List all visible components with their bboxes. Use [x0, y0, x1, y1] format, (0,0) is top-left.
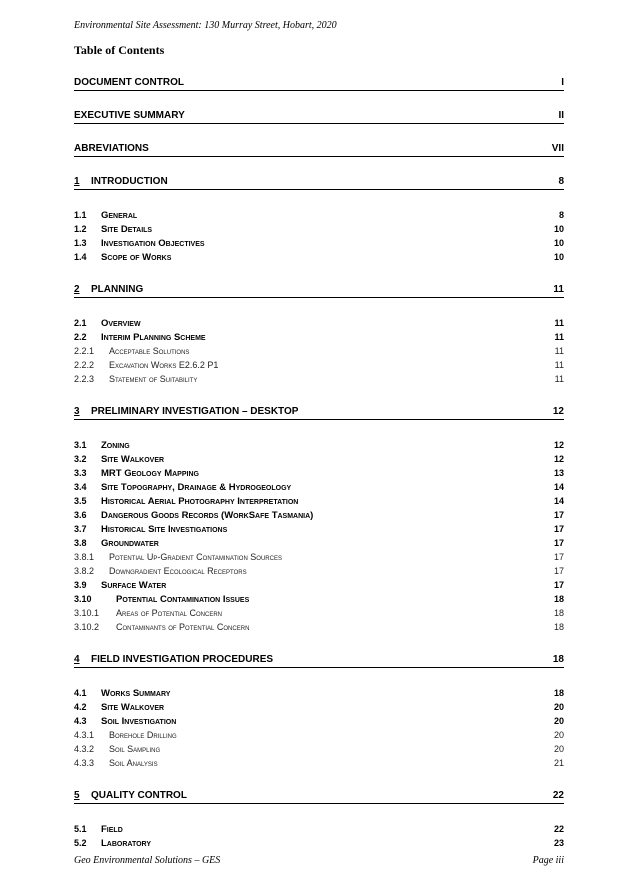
toc-entry-title: [74, 715, 544, 728]
toc-entry-label: Surface Water: [101, 580, 167, 591]
toc-entry[interactable]: [74, 551, 564, 563]
toc-entry-page: 20: [553, 702, 564, 712]
toc-entry[interactable]: [74, 743, 564, 755]
toc-entry[interactable]: [74, 837, 564, 850]
toc-entry-page: 20: [553, 730, 564, 740]
toc-entry[interactable]: [74, 654, 564, 668]
toc-entry-number: 3.7: [74, 524, 87, 534]
toc-entry-number: 3.8.2: [74, 566, 95, 576]
toc-entry-label: Excavation Works E2.6.2 P1: [109, 360, 219, 370]
toc-entry-number: 4.3.2: [74, 744, 95, 754]
toc-entry[interactable]: [74, 757, 564, 769]
toc-entry-label: Historical Site Investigations: [101, 524, 228, 535]
toc-entry-title: [74, 687, 544, 700]
toc-entry-page: 8: [558, 176, 564, 187]
toc-entry[interactable]: [74, 373, 564, 385]
toc-entry-title: [74, 537, 544, 550]
toc-entry-label: Potential Up-Gradient Contamination Sources: [109, 552, 282, 562]
toc-entry-number: 3.3: [74, 468, 87, 478]
toc-entry-page: 17: [553, 524, 564, 534]
toc-entry-number: 4.3.1: [74, 730, 95, 740]
toc-entry-label: Groundwater: [101, 538, 159, 549]
toc-entry-title: [74, 551, 544, 563]
toc-entry[interactable]: [74, 143, 564, 157]
toc-entry-number: 4: [74, 654, 80, 665]
toc-entry-page: 20: [553, 744, 564, 754]
toc-entry-number: 3.10.1: [74, 608, 100, 618]
toc-entry-title: [74, 77, 544, 89]
toc-entry[interactable]: [74, 77, 564, 91]
toc-entry-number: 2: [74, 284, 80, 295]
toc-entry-label: Potential Contamination Issues: [116, 594, 250, 605]
toc-entry-title: [74, 453, 544, 466]
toc-entry-label: Historical Aerial Photography Interpretation: [101, 496, 299, 507]
toc-entry-title: [74, 209, 544, 222]
toc-entry[interactable]: [74, 467, 564, 480]
toc-entry-number: 3: [74, 406, 80, 417]
page-header: Environmental Site Assessment: 130 Murray Street, Hobart, 2020: [74, 20, 337, 31]
toc-entry[interactable]: [74, 701, 564, 714]
toc-entry-label: Overview: [101, 318, 141, 329]
toc-entry-label: ABREVIATIONS: [74, 143, 149, 154]
toc-title: Table of Contents: [74, 43, 165, 57]
toc-entry-label: Site Walkover: [101, 454, 165, 465]
toc-entry-title: [74, 467, 544, 480]
toc-entry[interactable]: [74, 593, 564, 606]
toc-entry-title: [74, 593, 544, 606]
toc-entry-number: 4.3.3: [74, 758, 95, 768]
toc-entry[interactable]: [74, 406, 564, 420]
toc-entry[interactable]: [74, 284, 564, 298]
toc-entry-number: 3.10.2: [74, 622, 100, 632]
toc-entry-title: [74, 654, 544, 666]
toc-entry-page: 14: [553, 482, 564, 492]
toc-entry-number: 3.8: [74, 538, 87, 548]
toc-entry-title: [74, 495, 544, 508]
toc-entry-page: 12: [553, 454, 564, 464]
toc-entry-page: I: [561, 77, 564, 88]
toc-entry-label: Zoning: [101, 440, 130, 451]
toc-entry-title: [74, 284, 544, 296]
toc-entry-title: [74, 509, 544, 522]
toc-entry-page: 18: [552, 654, 564, 665]
toc-entry[interactable]: [74, 359, 564, 371]
toc-entry-label: Soil Sampling: [109, 744, 161, 754]
toc-entry-page: 21: [553, 758, 564, 768]
footer-page-number: Page iii: [532, 855, 564, 866]
toc-entry-label: EXECUTIVE SUMMARY: [74, 110, 185, 121]
toc-entry-number: 3.9: [74, 580, 87, 590]
toc-entry[interactable]: [74, 176, 564, 190]
toc-entry-label: Areas of Potential Concern: [116, 608, 223, 618]
toc-entry-title: [74, 110, 544, 122]
toc-entry-title: [74, 143, 544, 155]
toc-entry[interactable]: [74, 715, 564, 728]
toc-entry-page: 11: [553, 284, 564, 295]
toc-entry-label: Statement of Suitability: [109, 374, 198, 384]
toc-entry-page: 11: [554, 346, 564, 356]
toc-entry[interactable]: [74, 251, 564, 264]
toc-entry-number: 1.3: [74, 238, 87, 248]
toc-entry-label: FIELD INVESTIGATION PROCEDURES: [91, 654, 274, 665]
toc-entry-number: 3.4: [74, 482, 87, 492]
toc-entry-page: 10: [553, 252, 564, 262]
toc-entry-title: [74, 481, 544, 494]
toc-entry-title: [74, 837, 544, 850]
toc-entry-number: 2.1: [74, 318, 87, 328]
toc-entry-title: [74, 331, 544, 344]
toc-entry-label: Soil Analysis: [109, 758, 158, 768]
toc-entry-number: 5.1: [74, 824, 87, 834]
toc-entry[interactable]: [74, 345, 564, 357]
toc-entry[interactable]: [74, 317, 564, 330]
toc-entry[interactable]: [74, 331, 564, 344]
toc-entry-page: 11: [554, 374, 564, 384]
toc-entry-number: 5.2: [74, 838, 87, 848]
toc-entry-page: 22: [552, 790, 564, 801]
toc-entry-number: 1.2: [74, 224, 87, 234]
toc-entry-label: DOCUMENT CONTROL: [74, 77, 184, 88]
toc-entry-page: 11: [554, 318, 564, 328]
toc-entry[interactable]: [74, 579, 564, 592]
toc-entry-label: Borehole Drilling: [109, 730, 177, 740]
toc-entry-page: 12: [553, 440, 564, 450]
toc-entry-page: 17: [553, 552, 564, 562]
toc-entry-label: Laboratory: [101, 838, 152, 849]
toc-entry-label: Interim Planning Scheme: [101, 332, 206, 343]
toc-entry-label: Downgradient Ecological Receptors: [109, 566, 247, 576]
toc-entry-label: Dangerous Goods Records (WorkSafe Tasmania): [101, 510, 314, 521]
toc-entry-number: 3.8.1: [74, 552, 95, 562]
toc-entry-title: [74, 579, 544, 592]
toc-entry-title: [74, 345, 544, 357]
toc-entry-label: General: [101, 210, 138, 221]
toc-entry-page: 11: [554, 360, 564, 370]
toc-entry-number: 4.3: [74, 716, 87, 726]
toc-entry-number: 1.4: [74, 252, 87, 262]
toc-entry-number: 5: [74, 790, 80, 801]
toc-entry[interactable]: [74, 621, 564, 633]
toc-entry-page: 12: [552, 406, 564, 417]
toc-entry-number: 3.1: [74, 440, 87, 450]
toc-entry-title: [74, 223, 544, 236]
toc-entry-label: INTRODUCTION: [91, 176, 168, 187]
toc-entry-title: [74, 790, 544, 802]
toc-entry-page: 8: [558, 210, 564, 220]
toc-entry-label: Contaminants of Potential Concern: [116, 622, 250, 632]
toc-entry-page: 22: [553, 824, 564, 834]
toc-entry-number: 4.1: [74, 688, 87, 698]
toc-entry-page: 14: [553, 496, 564, 506]
toc-entry-title: [74, 757, 544, 769]
toc-entry[interactable]: [74, 237, 564, 250]
toc-entry[interactable]: [74, 509, 564, 522]
toc-entry-title: [74, 406, 544, 418]
toc-entry-title: [74, 523, 544, 536]
toc-entry-title: [74, 317, 544, 330]
toc-entry[interactable]: [74, 523, 564, 536]
toc-entry-title: [74, 359, 544, 371]
toc-entry[interactable]: [74, 453, 564, 466]
toc-entry-title: [74, 823, 544, 836]
toc-entry[interactable]: [74, 607, 564, 619]
toc-entry-label: MRT Geology Mapping: [101, 468, 199, 479]
toc-entry-page: 18: [553, 688, 564, 698]
toc-entry[interactable]: [74, 790, 564, 804]
toc-entry[interactable]: [74, 439, 564, 452]
toc-entry-label: Investigation Objectives: [101, 238, 205, 249]
toc-entry-page: 10: [553, 238, 564, 248]
toc-entry-number: 3.5: [74, 496, 87, 506]
toc-entry-page: 17: [553, 538, 564, 548]
toc-entry[interactable]: [74, 687, 564, 700]
toc-entry-page: 17: [553, 510, 564, 520]
toc-entry-page: 17: [553, 566, 564, 576]
toc-entry-page: 18: [553, 622, 564, 632]
toc-entry-title: [74, 565, 544, 577]
toc-entry[interactable]: [74, 537, 564, 550]
toc-entry[interactable]: [74, 223, 564, 236]
toc-entry-page: 18: [553, 608, 564, 618]
toc-entry-page: 23: [553, 838, 564, 848]
toc-entry-label: Acceptable Solutions: [109, 346, 190, 356]
toc-entry[interactable]: [74, 481, 564, 494]
toc-entry[interactable]: [74, 110, 564, 124]
toc-entry[interactable]: [74, 823, 564, 836]
toc-entry-label: Site Details: [101, 224, 153, 235]
toc-entry-page: 20: [553, 716, 564, 726]
toc-entry-number: 1: [74, 176, 80, 187]
toc-entry-label: PRELIMINARY INVESTIGATION – DESKTOP: [91, 406, 299, 417]
toc-entry-title: [74, 251, 544, 264]
toc-entry-label: PLANNING: [91, 284, 144, 295]
toc-entry-page: 18: [553, 594, 564, 604]
toc-entry-number: 2.2.3: [74, 374, 95, 384]
toc-entry-title: [74, 729, 544, 741]
toc-entry[interactable]: [74, 565, 564, 577]
toc-entry-page: 13: [553, 468, 564, 478]
toc-entry-label: Field: [101, 824, 123, 835]
toc-entry-title: [74, 607, 544, 619]
toc-entry-title: [74, 176, 544, 188]
toc-entry-label: Site Topography, Drainage & Hydrogeology: [101, 482, 292, 493]
toc-entry-page: 17: [553, 580, 564, 590]
toc-entry-label: Works Summary: [101, 688, 171, 699]
toc-entry-number: 3.2: [74, 454, 87, 464]
toc-entry-page: VII: [551, 143, 564, 154]
toc-entry-page: 11: [554, 332, 564, 342]
toc-entry-title: [74, 373, 544, 385]
toc-entry-title: [74, 701, 544, 714]
toc-entry-title: [74, 439, 544, 452]
toc-entry[interactable]: [74, 729, 564, 741]
toc-entry-number: 4.2: [74, 702, 87, 712]
toc-entry-page: 10: [553, 224, 564, 234]
toc-entry-title: [74, 237, 544, 250]
footer-left: Geo Environmental Solutions – GES: [74, 855, 221, 866]
toc-entry-number: 1.1: [74, 210, 87, 220]
toc-entry-number: 2.2: [74, 332, 87, 342]
toc-entry-title: [74, 621, 544, 633]
toc-entry-number: 2.2.2: [74, 360, 95, 370]
toc-entry-title: [74, 743, 544, 755]
toc-entry-label: Site Walkover: [101, 702, 165, 713]
toc-entry-number: 3.10: [74, 594, 92, 604]
toc-entry-number: 2.2.1: [74, 346, 95, 356]
toc-entry[interactable]: [74, 209, 564, 222]
toc-entry[interactable]: [74, 495, 564, 508]
toc-entry-label: Soil Investigation: [101, 716, 177, 727]
toc-entry-number: 3.6: [74, 510, 87, 520]
toc-entry-label: QUALITY CONTROL: [91, 790, 187, 801]
toc-entry-page: II: [558, 110, 564, 121]
toc-entry-label: Scope of Works: [101, 252, 172, 263]
